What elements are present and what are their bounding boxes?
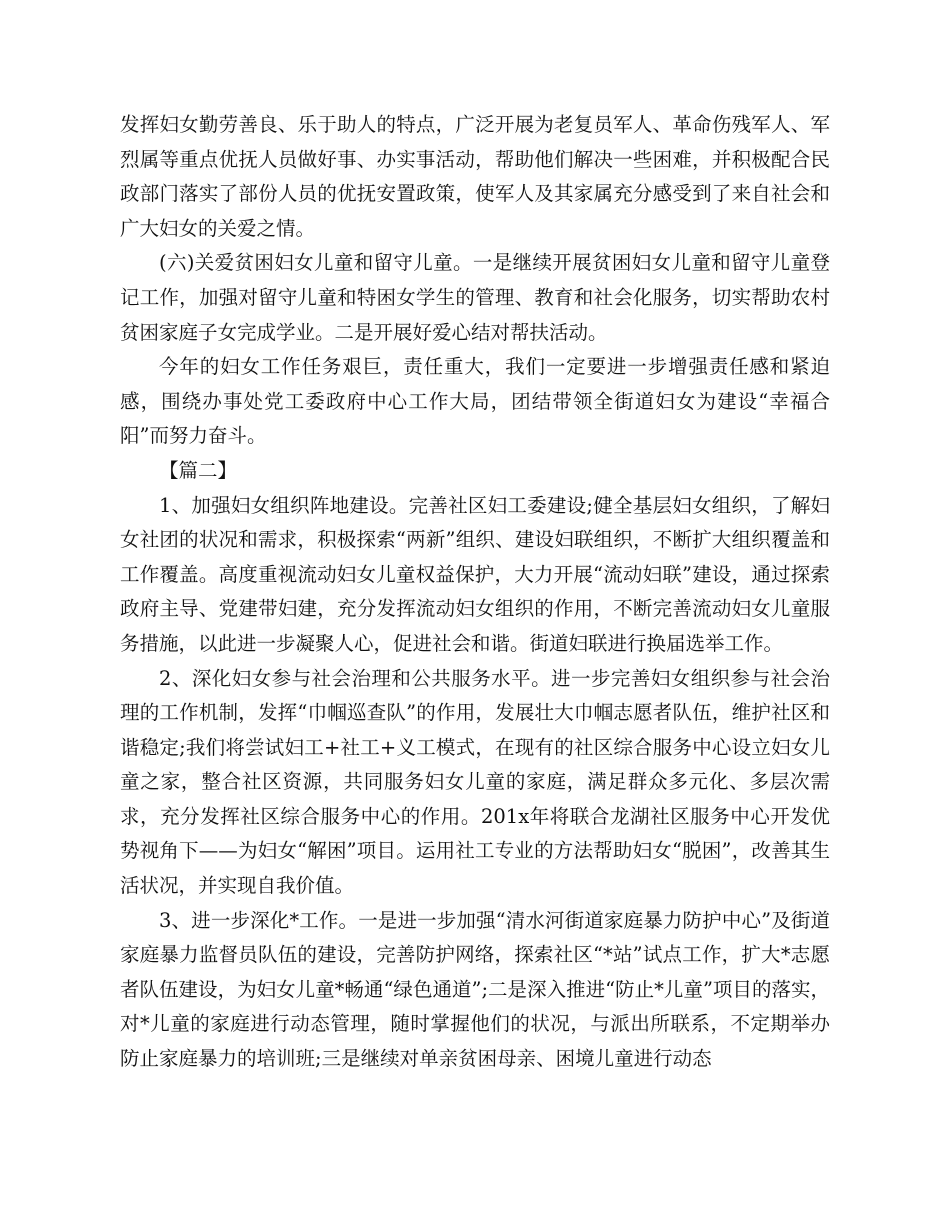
section-heading-part-two: 【篇二】 [159,458,238,482]
paragraph-3: 今年的妇女工作任务艰巨，责任重大，我们一定要进一步增强责任感和紧迫感，围绕办事处党工委政府中心工作大局，团结带领全街道妇女为建设“幸福合阳”而努力奋斗。 [120,355,830,448]
paragraph-6: 3、进一步深化*工作。一是进一步加强“清水河街道家庭暴力防护中心”及街道家庭暴力监督员队伍的建设，完善防护网络，探索社区“*站”试点工作，扩大*志愿者队伍建设，为妇女儿童*畅通“绿色通道”;二是深入推进“防止*儿童”项目的落实，对*儿童的家庭进行动态管理，随时掌握他们的状况，与派出所联系，不定期举办防止家庭暴力的培训班;三是继续对单亲贫困母亲、困境儿童进行动态 [120,908,830,1071]
document-body [120,108,830,1077]
paragraph-5: 2、深化妇女参与社会治理和公共服务水平。进一步完善妇女组织参与社会治理的工作机制，发挥“巾帼巡查队”的作用，发展壮大巾帼志愿者队伍，维护社区和谐稳定;我们将尝试妇工+社工+义工模式，在现有的社区综合服务中心设立妇女儿童之家，整合社区资源，共同服务妇女儿童的家庭，满足群众多元化、多层次需求，充分发挥社区综合服务中心的作用。201x年将联合龙湖社区服务中心开发优势视角下——为妇女“解困”项目。运用社工专业的方法帮助妇女“脱困”，改善其生活状况，并实现自我价值。 [120,666,830,898]
paragraph-4: 1、加强妇女组织阵地建设。完善社区妇工委建设;健全基层妇女组织，了解妇女社团的状况和需求，积极探索“两新”组织、建设妇联组织，不断扩大组织覆盖和工作覆盖。高度重视流动妇女儿童权益保护，大力开展“流动妇联”建设，通过探索政府主导、党建带妇建，充分发挥流动妇女组织的作用，不断完善流动妇女儿童服务措施，以此进一步凝聚人心，促进社会和谐。街道妇联进行换届选举工作。 [120,493,830,655]
paragraph-1: 发挥妇女勤劳善良、乐于助人的特点，广泛开展为老复员军人、革命伤残军人、军烈属等重点优抚人员做好事、办实事活动，帮助他们解决一些困难，并积极配合民政部门落实了部份人员的优抚安置政策，使军人及其家属充分感受到了来自社会和广大妇女的关爱之情。 [120,113,830,240]
paragraph-2: (六)关爱贫困妇女儿童和留守儿童。一是继续开展贫困妇女儿童和留守儿童登记工作，加强对留守儿童和特困女学生的管理、教育和社会化服务，切实帮助农村贫困家庭子女完成学业。二是开展好爱心结对帮扶活动。 [120,251,830,344]
